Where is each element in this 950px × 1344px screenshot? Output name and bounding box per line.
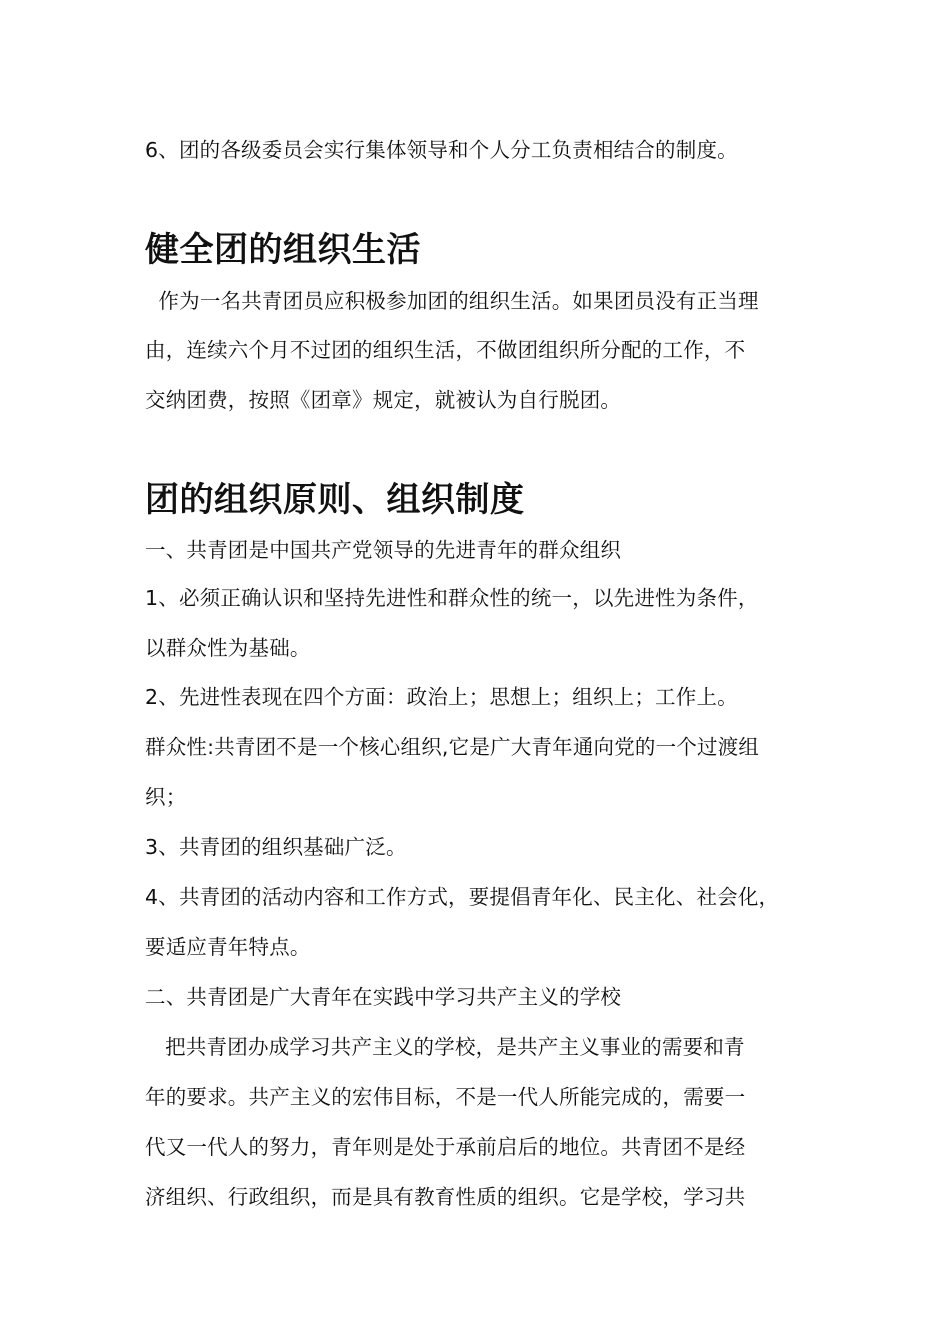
paragraph-line: 6、团的各级委员会实行集体领导和个人分工负责相结合的制度。 <box>145 138 738 162</box>
paragraph-line: 交纳团费，按照《团章》规定，就被认为自行脱团。 <box>145 388 622 412</box>
paragraph-line: 由，连续六个月不过团的组织生活，不做团组织所分配的工作，不 <box>145 338 746 362</box>
paragraph-line: 一、共青团是中国共产党领导的先进青年的群众组织 <box>145 538 622 562</box>
paragraph-line: 3、共青团的组织基础广泛。 <box>145 835 407 859</box>
paragraph-line: 要适应青年特点。 <box>145 935 311 959</box>
paragraph-line: 年的要求。共产主义的宏伟目标，不是一代人所能完成的，需要一 <box>145 1085 746 1109</box>
paragraph-line: 群众性:共青团不是一个核心组织,它是广大青年通向党的一个过渡组 <box>145 735 760 759</box>
paragraph-line: 济组织、行政组织，而是具有教育性质的组织。它是学校，学习共 <box>145 1185 746 1209</box>
paragraph-line: 2、先进性表现在四个方面：政治上；思想上；组织上；工作上。 <box>145 685 738 709</box>
paragraph-line: 二、共青团是广大青年在实践中学习共产主义的学校 <box>145 985 622 1009</box>
section-heading: 健全团的组织生活 <box>145 230 421 270</box>
paragraph-line: 代又一代人的努力，青年则是处于承前启后的地位。共青团不是经 <box>145 1135 746 1159</box>
paragraph-line: 1、必须正确认识和坚持先进性和群众性的统一，以先进性为条件， <box>145 586 759 610</box>
paragraph-line: 4、共青团的活动内容和工作方式，要提倡青年化、民主化、社会化， <box>145 885 780 909</box>
paragraph-line: 作为一名共青团员应积极参加团的组织生活。如果团员没有正当理 <box>145 289 759 313</box>
paragraph-line: 以群众性为基础。 <box>145 636 311 660</box>
section-heading: 团的组织原则、组织制度 <box>145 480 525 520</box>
paragraph-line: 织； <box>145 785 187 809</box>
paragraph-line: 把共青团办成学习共产主义的学校，是共产主义事业的需要和青 <box>145 1035 745 1059</box>
